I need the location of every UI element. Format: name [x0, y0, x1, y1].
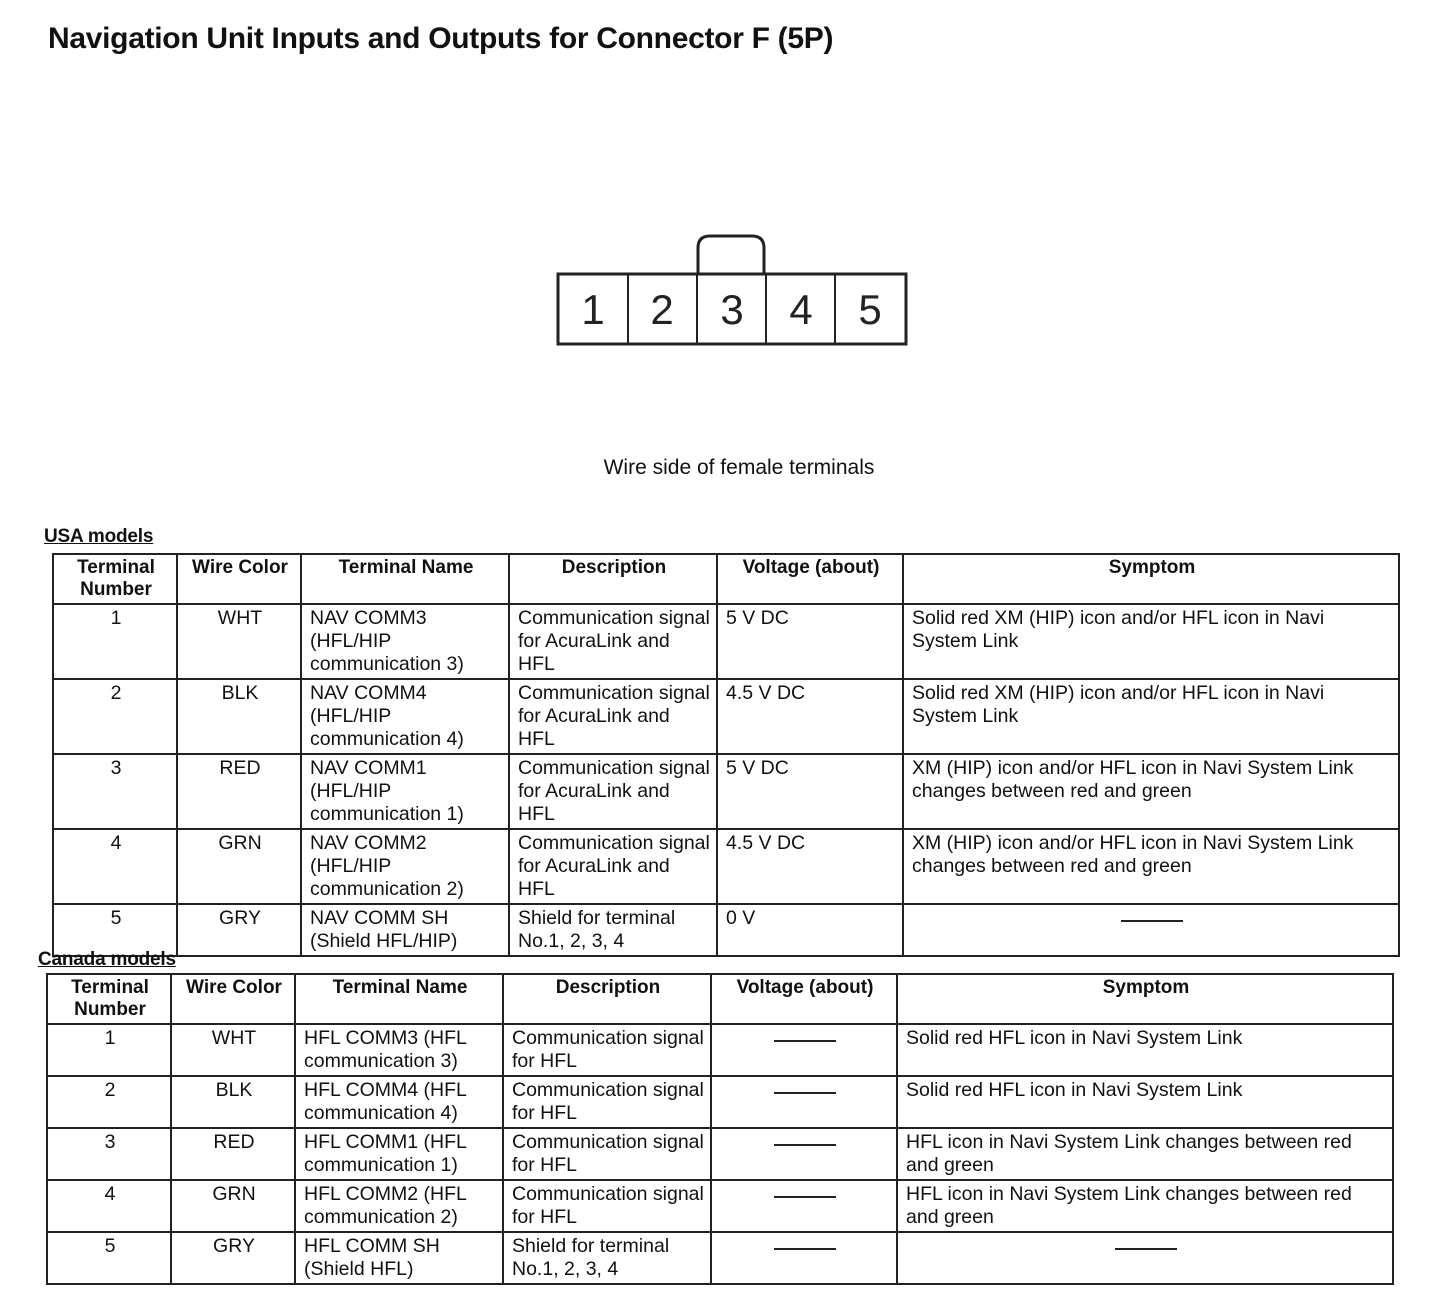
header-description: Description: [503, 974, 711, 1024]
header-symptom: Symptom: [897, 974, 1393, 1024]
cell-terminal-name: NAV COMM4 (HFL/HIP communication 4): [301, 679, 509, 754]
table-row: [53, 829, 1399, 904]
table-row: [47, 1076, 1393, 1128]
dash-mark: [774, 1040, 836, 1042]
cell-wire-color: GRN: [171, 1180, 295, 1232]
cell-terminal-name: NAV COMM1 (HFL/HIP communication 1): [301, 754, 509, 829]
cell-symptom: HFL icon in Navi System Link changes between red and green: [897, 1180, 1393, 1232]
cell-voltage: 5 V DC: [717, 604, 903, 679]
cell-description: Communication signal for HFL: [503, 1128, 711, 1180]
cell-terminal-number: 3: [47, 1128, 171, 1180]
cell-wire-color: BLK: [177, 679, 301, 754]
table-row: [53, 904, 1399, 956]
cell-terminal-number: 2: [53, 679, 177, 754]
connector-f-diagram: [556, 232, 908, 348]
cell-voltage-empty: [711, 1024, 897, 1076]
cell-wire-color: WHT: [177, 604, 301, 679]
cell-voltage-empty: [711, 1232, 897, 1284]
cell-description: Communication signal for HFL: [503, 1180, 711, 1232]
connector-latch: [698, 236, 764, 274]
cell-terminal-number: 2: [47, 1076, 171, 1128]
cell-terminal-number: 5: [47, 1232, 171, 1284]
cell-terminal-name: HFL COMM4 (HFL communication 4): [295, 1076, 503, 1128]
cell-symptom: Solid red HFL icon in Navi System Link: [897, 1024, 1393, 1076]
cell-symptom: XM (HIP) icon and/or HFL icon in Navi System Link changes between red and green: [903, 829, 1399, 904]
cell-voltage: 4.5 V DC: [717, 829, 903, 904]
table-row: [53, 604, 1399, 679]
cell-wire-color: GRN: [177, 829, 301, 904]
canada-models-label: Canada models: [38, 949, 176, 970]
canada-models-table: [46, 973, 1394, 1285]
header-wire-color: Wire Color: [177, 554, 301, 604]
header-voltage: Voltage (about): [717, 554, 903, 604]
dash-mark: [774, 1248, 836, 1250]
connector-terminal-1: 1: [581, 286, 605, 333]
cell-symptom: Solid red HFL icon in Navi System Link: [897, 1076, 1393, 1128]
cell-terminal-name: NAV COMM3 (HFL/HIP communication 3): [301, 604, 509, 679]
cell-description: Communication signal for HFL: [503, 1076, 711, 1128]
cell-symptom: XM (HIP) icon and/or HFL icon in Navi System Link changes between red and green: [903, 754, 1399, 829]
cell-symptom: Solid red XM (HIP) icon and/or HFL icon in Navi System Link: [903, 679, 1399, 754]
connector-terminal-5: 5: [858, 286, 882, 333]
cell-wire-color: GRY: [177, 904, 301, 956]
cell-wire-color: GRY: [171, 1232, 295, 1284]
header-terminal-name: Terminal Name: [295, 974, 503, 1024]
cell-description: Communication signal for AcuraLink and HFL: [509, 829, 717, 904]
dash-mark: [774, 1196, 836, 1198]
header-terminal-number: Terminal Number: [53, 554, 177, 604]
cell-symptom-empty: [897, 1232, 1393, 1284]
cell-voltage: 5 V DC: [717, 754, 903, 829]
connector-caption: Wire side of female terminals: [603, 456, 875, 479]
cell-terminal-number: 5: [53, 904, 177, 956]
cell-wire-color: WHT: [171, 1024, 295, 1076]
cell-terminal-number: 4: [47, 1180, 171, 1232]
cell-symptom: HFL icon in Navi System Link changes between red and green: [897, 1128, 1393, 1180]
cell-description: Communication signal for AcuraLink and HFL: [509, 679, 717, 754]
table-row: [47, 1232, 1393, 1284]
dash-mark: [774, 1092, 836, 1094]
cell-terminal-name: HFL COMM3 (HFL communication 3): [295, 1024, 503, 1076]
table-row: [53, 679, 1399, 754]
usa-models-table: [52, 553, 1400, 957]
cell-terminal-name: HFL COMM1 (HFL communication 1): [295, 1128, 503, 1180]
header-description: Description: [509, 554, 717, 604]
cell-wire-color: RED: [171, 1128, 295, 1180]
header-terminal-name: Terminal Name: [301, 554, 509, 604]
cell-terminal-name: HFL COMM2 (HFL communication 2): [295, 1180, 503, 1232]
cell-description: Communication signal for HFL: [503, 1024, 711, 1076]
table-row: [47, 1180, 1393, 1232]
cell-terminal-name: NAV COMM SH (Shield HFL/HIP): [301, 904, 509, 956]
connector-terminal-2: 2: [650, 286, 674, 333]
connector-terminal-3: 3: [720, 286, 744, 333]
table-row: [47, 1024, 1393, 1076]
header-voltage: Voltage (about): [711, 974, 897, 1024]
cell-description: Shield for terminal No.1, 2, 3, 4: [503, 1232, 711, 1284]
cell-voltage-empty: [711, 1076, 897, 1128]
cell-voltage: 0 V: [717, 904, 903, 956]
cell-terminal-number: 3: [53, 754, 177, 829]
header-terminal-number: Terminal Number: [47, 974, 171, 1024]
page-title: Navigation Unit Inputs and Outputs for Connector F (5P): [48, 22, 834, 55]
cell-voltage-empty: [711, 1180, 897, 1232]
cell-description: Shield for terminal No.1, 2, 3, 4: [509, 904, 717, 956]
cell-wire-color: BLK: [171, 1076, 295, 1128]
connector-terminal-4: 4: [789, 286, 813, 333]
cell-description: Communication signal for AcuraLink and HFL: [509, 754, 717, 829]
cell-terminal-name: HFL COMM SH (Shield HFL): [295, 1232, 503, 1284]
cell-voltage: 4.5 V DC: [717, 679, 903, 754]
usa-models-label: USA models: [44, 526, 154, 547]
cell-voltage-empty: [711, 1128, 897, 1180]
cell-terminal-number: 4: [53, 829, 177, 904]
table-row: [53, 754, 1399, 829]
cell-terminal-name: NAV COMM2 (HFL/HIP communication 2): [301, 829, 509, 904]
cell-terminal-number: 1: [53, 604, 177, 679]
dash-mark: [1121, 920, 1183, 922]
header-symptom: Symptom: [903, 554, 1399, 604]
cell-wire-color: RED: [177, 754, 301, 829]
table-row: [47, 1128, 1393, 1180]
dash-mark: [774, 1144, 836, 1146]
cell-description: Communication signal for AcuraLink and HFL: [509, 604, 717, 679]
dash-mark: [1115, 1248, 1177, 1250]
cell-symptom-empty: [903, 904, 1399, 956]
cell-terminal-number: 1: [47, 1024, 171, 1076]
cell-symptom: Solid red XM (HIP) icon and/or HFL icon in Navi System Link: [903, 604, 1399, 679]
header-wire-color: Wire Color: [171, 974, 295, 1024]
